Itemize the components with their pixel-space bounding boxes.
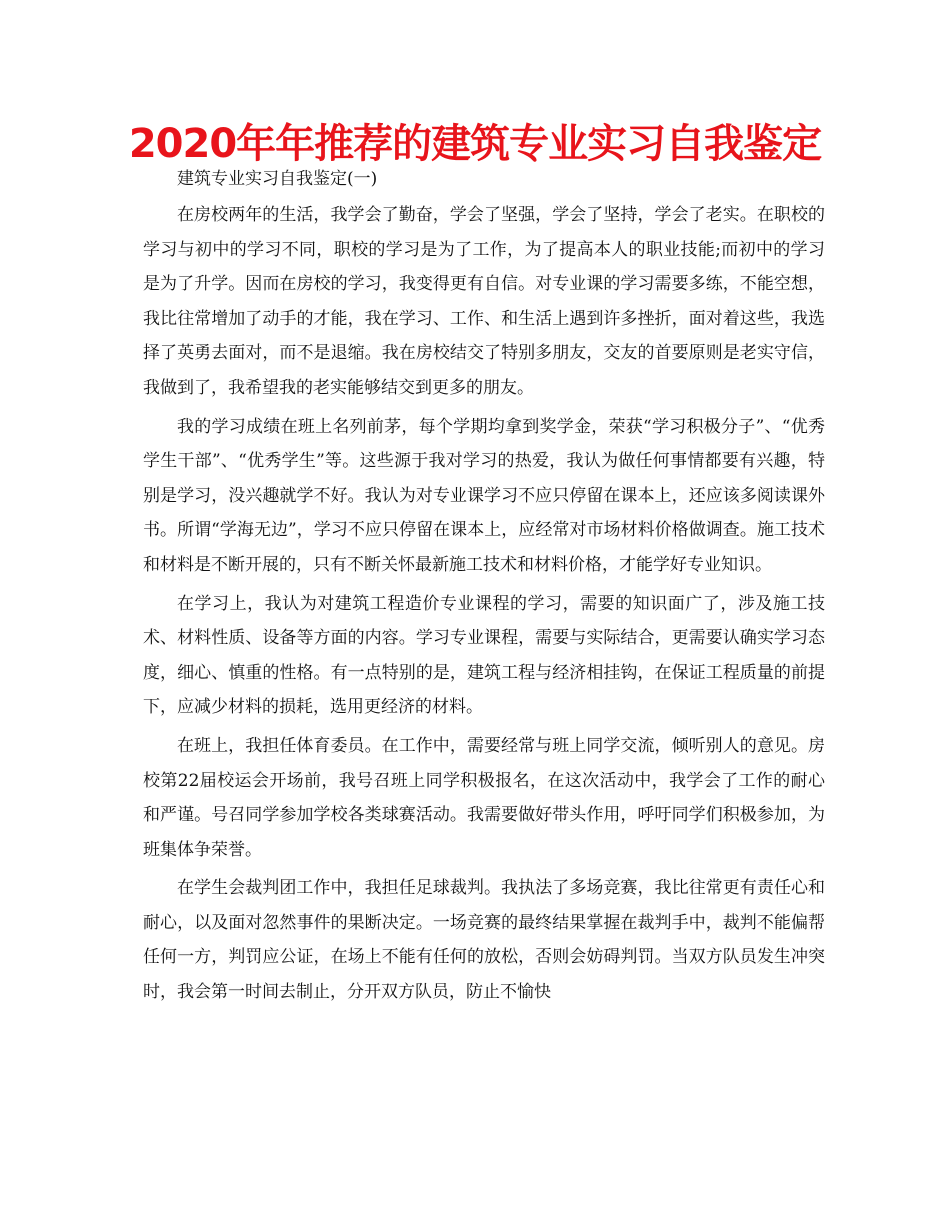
- paragraph-4: 在班上，我担任体育委员。在工作中，需要经常与班上同学交流，倾听别人的意见。房校第22届校运会开场前，我号召班上同学积极报名，在这次活动中，我学会了工作的耐心和严谨。号召同学参加学校各类球赛活动。我需要做好带头作用，呼吁同学们积极参加，为班集体争荣誉。: [143, 735, 825, 860]
- paragraph-1: 在房校两年的生活，我学会了勤奋，学会了坚强，学会了坚持，学会了老实。在职校的学习与初中的学习不同，职校的学习是为了工作，为了提高本人的职业技能;而初中的学习是为了升学。因而在房校的学习，我变得更有自信。对专业课的学习需要多练，不能空想，我比往常增加了动手的才能，我在学习、工作、和生活上遇到许多挫折，面对着这些，我选择了英勇去面对，而不是退缩。我在房校结交了特别多朋友，交友的首要原则是老实守信，我做到了，我希望我的老实能够结交到更多的朋友。: [143, 205, 825, 398]
- paragraph-2: 我的学习成绩在班上名列前茅，每个学期均拿到奖学金，荣获“学习积极分子”、“优秀学生干部”、“优秀学生”等。这些源于我对学习的热爱，我认为做任何事情都要有兴趣，特别是学习，没兴趣就学不好。我认为对专业课学习不应只停留在课本上，还应该多阅读课外书。所谓“学海无边”，学习不应只停留在课本上，应经常对市场材料价格做调查。施工技术和材料是不断开展的，只有不断关怀最新施工技术和材料价格，才能学好专业知识。: [143, 416, 825, 575]
- document-body: [143, 198, 825, 1014]
- document-title: 2020年年推荐的建筑专业实习自我鉴定: [128, 121, 822, 167]
- section-subtitle: 建筑专业实习自我鉴定(一): [177, 169, 378, 189]
- paragraph-3: 在学习上，我认为对建筑工程造价专业课程的学习，需要的知识面广了，涉及施工技术、材料性质、设备等方面的内容。学习专业课程，需要与实际结合，更需要认确实学习态度，细心、慎重的性格。有一点特别的是，建筑工程与经济相挂钩，在保证工程质量的前提下，应减少材料的损耗，选用更经济的材料。: [143, 593, 825, 718]
- paragraph-5: 在学生会裁判团工作中，我担任足球裁判。我执法了多场竞赛，我比往常更有责任心和耐心，以及面对忽然事件的果断决定。一场竞赛的最终结果掌握在裁判手中，裁判不能偏帮任何一方，判罚应公证，在场上不能有任何的放松，否则会妨碍判罚。当双方队员发生冲突时，我会第一时间去制止，分开双方队员，防止不愉快: [143, 878, 825, 1003]
